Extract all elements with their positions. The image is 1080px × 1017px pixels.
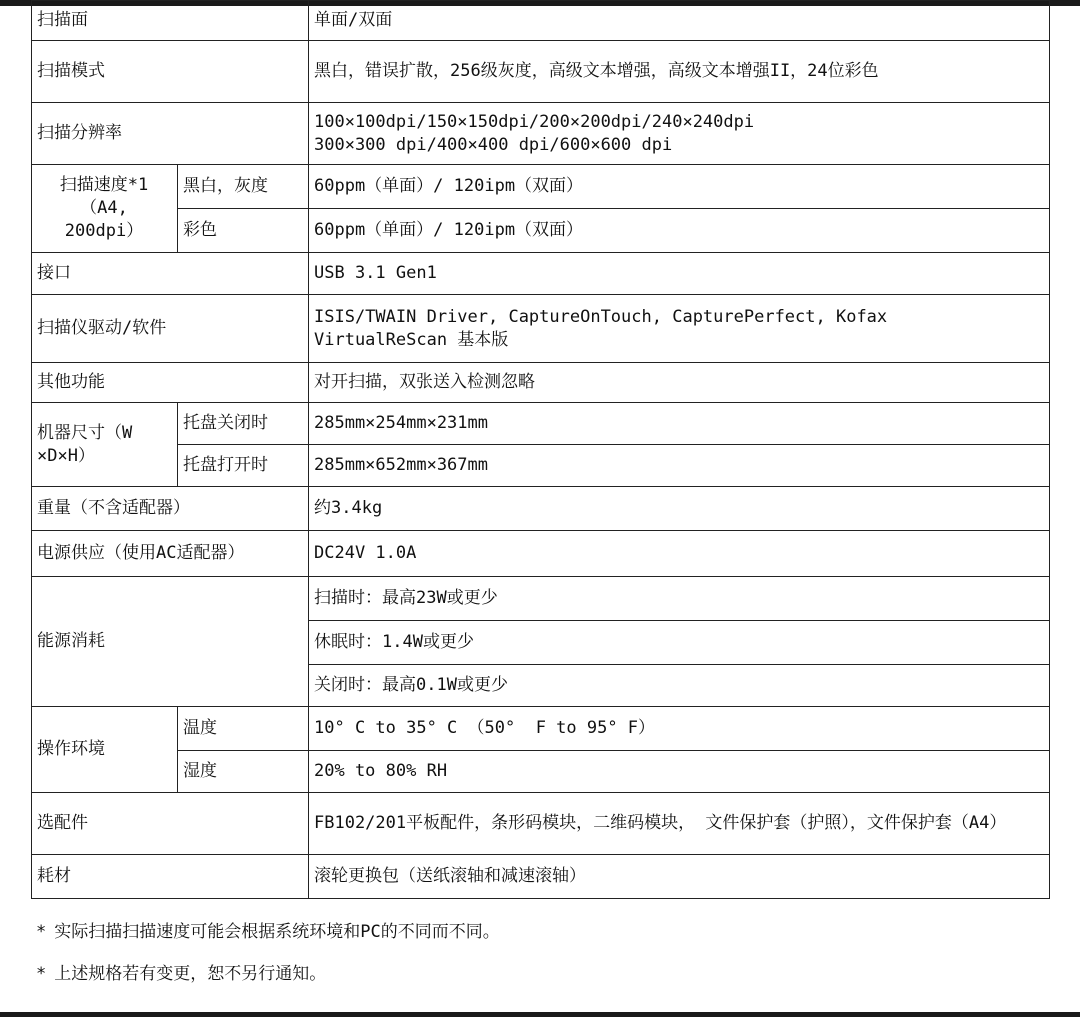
table-row xyxy=(32,209,1050,253)
table-row xyxy=(32,253,1050,295)
sub-label: 温度 xyxy=(178,707,309,751)
sub-label: 黑白，灰度 xyxy=(178,165,309,209)
table-row xyxy=(32,165,1050,209)
row-label: 电源供应（使用AC适配器） xyxy=(32,531,309,577)
row-value: 约3.4kg xyxy=(309,487,1050,531)
row-label: 能源消耗 xyxy=(32,577,309,707)
table-row xyxy=(32,295,1050,363)
row-label: 扫描速度*1 （A4, 200dpi） xyxy=(32,165,178,253)
table-row xyxy=(32,403,1050,445)
row-value: 20% to 80% RH xyxy=(309,751,1050,793)
bottom-border-bar xyxy=(0,1012,1080,1017)
table-row xyxy=(32,707,1050,751)
sub-label: 托盘打开时 xyxy=(178,445,309,487)
sub-label: 湿度 xyxy=(178,751,309,793)
table-row xyxy=(32,445,1050,487)
table-row xyxy=(32,855,1050,899)
row-label: 扫描仪驱动/软件 xyxy=(32,295,309,363)
table-row xyxy=(32,41,1050,103)
row-value: 对开扫描，双张送入检测忽略 xyxy=(309,363,1050,403)
row-value: 285mm×652mm×367mm xyxy=(309,445,1050,487)
row-value: 关闭时：最高0.1W或更少 xyxy=(309,665,1050,707)
row-label: 操作环境 xyxy=(32,707,178,793)
row-label: 机器尺寸（W ×D×H） xyxy=(32,403,178,487)
row-value: 60ppm（单面）/ 120ipm（双面） xyxy=(309,209,1050,253)
row-label: 接口 xyxy=(32,253,309,295)
row-label: 耗材 xyxy=(32,855,309,899)
row-value: DC24V 1.0A xyxy=(309,531,1050,577)
footnote-text: 上述规格若有变更，恕不另行通知。 xyxy=(54,964,327,984)
sub-label: 托盘关闭时 xyxy=(178,403,309,445)
table-row xyxy=(32,363,1050,403)
footnote xyxy=(36,921,500,943)
row-value: 滚轮更换包（送纸滚轴和减速滚轴） xyxy=(309,855,1050,899)
row-value: FB102/201平板配件，条形码模块，二维码模块， 文件保护套（护照），文件保护套（A4） xyxy=(309,793,1050,855)
spec-table xyxy=(31,0,1050,899)
table-row xyxy=(32,751,1050,793)
footnote xyxy=(36,963,326,985)
row-label: 扫描模式 xyxy=(32,41,309,103)
row-label: 其他功能 xyxy=(32,363,309,403)
row-value: ISIS/TWAIN Driver, CaptureOnTouch, CapturePerfect, Kofax VirtualReScan 基本版 xyxy=(309,295,1050,363)
row-value: 60ppm（单面）/ 120ipm（双面） xyxy=(309,165,1050,209)
row-label: 重量（不含适配器） xyxy=(32,487,309,531)
row-value: 10° C to 35° C （50° F to 95° F） xyxy=(309,707,1050,751)
table-row xyxy=(32,487,1050,531)
footnote-text: 实际扫描扫描速度可能会根据系统环境和PC的不同而不同。 xyxy=(54,922,500,942)
row-value: 100×100dpi/150×150dpi/200×200dpi/240×240dpi 300×300 dpi/400×400 dpi/600×600 dpi xyxy=(309,103,1050,165)
row-label: 扫描分辨率 xyxy=(32,103,309,165)
row-value: USB 3.1 Gen1 xyxy=(309,253,1050,295)
row-value: 单面/双面 xyxy=(309,1,1050,41)
row-value: 285mm×254mm×231mm xyxy=(309,403,1050,445)
row-value: 休眠时：1.4W或更少 xyxy=(309,621,1050,665)
asterisk-mark: * xyxy=(36,922,47,942)
table-row xyxy=(32,1,1050,41)
row-label: 扫描面 xyxy=(32,1,309,41)
row-value: 扫描时：最高23W或更少 xyxy=(309,577,1050,621)
table-row xyxy=(32,103,1050,165)
table-row xyxy=(32,531,1050,577)
table-row xyxy=(32,577,1050,621)
sub-label: 彩色 xyxy=(178,209,309,253)
row-label: 选配件 xyxy=(32,793,309,855)
row-value: 黑白，错误扩散，256级灰度，高级文本增强，高级文本增强II，24位彩色 xyxy=(309,41,1050,103)
table-row xyxy=(32,793,1050,855)
asterisk-mark: * xyxy=(36,964,47,984)
